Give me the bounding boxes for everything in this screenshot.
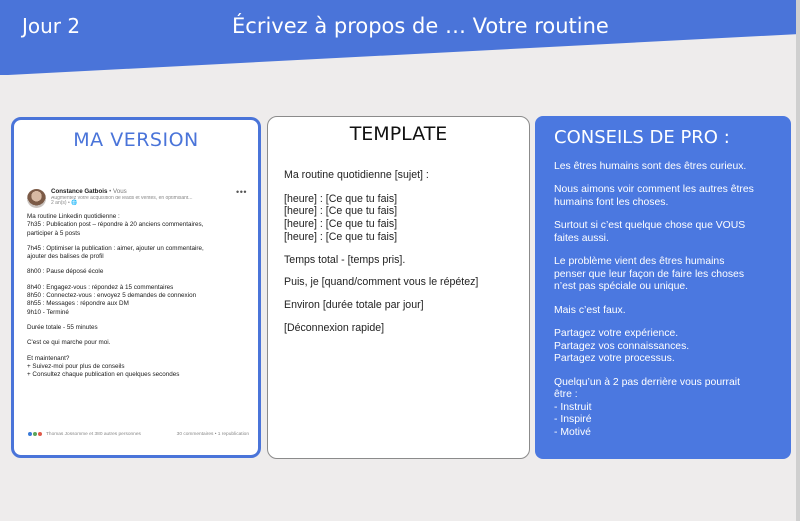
love-reaction-icon (37, 431, 43, 437)
post-line-gap (27, 277, 249, 284)
post-line: 8h50 : Connectez-vous : envoyez 5 demandes de connexion (27, 292, 197, 300)
post-footer (27, 431, 249, 437)
pro-tips-card (535, 116, 791, 459)
pro-tips-body (554, 161, 786, 439)
post-line-gap (27, 261, 249, 268)
post-line: C'est ce qui marche pour moi. (27, 339, 111, 347)
post-line-gap (27, 238, 249, 245)
tip-text: Partagez votre processus. (554, 353, 675, 365)
tip-text: Partagez vos connaissances. (554, 340, 690, 352)
page-title: Écrivez à propos de … Votre routine (232, 14, 609, 38)
post-line: participer à 5 posts (27, 229, 81, 237)
post-line: Durée totale - 55 minutes (27, 323, 98, 331)
post-line: 8h55 : Messages : répondre aux DM (27, 300, 129, 308)
template-step: [heure] : [Ce que tu fais] (284, 218, 398, 231)
tip-text: - Inspiré (554, 414, 592, 426)
template-card (267, 116, 530, 459)
tip-text: Partagez votre expérience. (554, 328, 679, 340)
post-line: + Consultez chaque publication en quelques secondes (27, 371, 180, 379)
post-stats[interactable]: 30 commentaires • 1 republication (176, 431, 249, 437)
template-then: Puis, je [quand/comment vous le répétez] (284, 276, 479, 289)
tip-text: Surtout si c’est quelque chose que VOUS (554, 220, 746, 232)
template-heading: TEMPLATE (349, 123, 448, 145)
post-line: + Suivez-moi pour plus de conseils (27, 362, 125, 370)
template-approx: Environ [durée totale par jour] (284, 298, 424, 311)
post-line: 8h40 : Engagez-vous : répondez à 15 commentaires (27, 283, 174, 291)
author-name[interactable]: Constance Gatbois (51, 188, 108, 195)
scrollbar[interactable] (796, 0, 800, 521)
reactions[interactable] (27, 431, 141, 437)
post-line: Et maintenant? (27, 354, 70, 362)
post-header (27, 189, 249, 208)
tip-text: humains font les choses. (554, 196, 669, 208)
template-step: [heure] : [Ce que tu fais] (284, 230, 398, 243)
author-headline: Augmentez votre acquisition de leads et ventes, en optimisant... (51, 195, 193, 201)
tip-text: - Motivé (554, 426, 591, 438)
post-line: 7h45 : Optimiser la publication : aimer, ajouter un commentaire, (27, 244, 204, 252)
tip-text: Mais c’est faux. (554, 304, 626, 316)
tip-text: faites aussi. (554, 232, 609, 244)
tip-text: Nous aimons voir comment les autres êtres (554, 184, 754, 196)
more-options-icon[interactable]: ••• (236, 187, 247, 197)
template-body (284, 169, 524, 334)
post-body (27, 213, 249, 379)
reactions-text: Thomas Jossomme et 380 autres personnes (46, 431, 141, 437)
post-line: ajouter des balises de profil (27, 253, 104, 261)
tip-text: être : (554, 389, 578, 401)
linkedin-post (27, 189, 249, 379)
author-line (51, 189, 226, 196)
author-tag: • Vous (107, 188, 127, 195)
post-line-gap (27, 348, 249, 355)
globe-icon: 🌐 (71, 200, 78, 207)
post-line: 7h35 : Publication post – répondre à 20 anciens commentaires, (27, 221, 204, 229)
tip-text: - Instruit (554, 401, 592, 413)
post-line-gap (27, 317, 249, 324)
tip-text: Le problème vient des êtres humains (554, 256, 725, 268)
template-logout: [Déconnexion rapide] (284, 321, 385, 334)
tip-text: penser que leur façon de faire les choses (554, 268, 745, 280)
post-line: Ma routine Linkedin quotidienne : (27, 213, 120, 220)
post-time-text: 2 an(s) • (51, 200, 72, 207)
tip-text: Les êtres humains sont des êtres curieux. (554, 161, 747, 172)
my-version-card (11, 117, 261, 458)
tip-text: n’est pas spéciale ou unique. (554, 281, 689, 293)
my-version-heading: MA VERSION (73, 129, 199, 151)
template-step: [heure] : [Ce que tu fais] (284, 205, 398, 218)
post-line: 8h00 : Pause déposé école (27, 268, 104, 276)
post-line: 9h10 - Terminé (27, 308, 69, 316)
post-time (51, 201, 226, 207)
day-label: Jour 2 (22, 14, 81, 38)
header-banner (0, 0, 800, 80)
template-total: Temps total - [temps pris]. (284, 253, 406, 266)
post-meta (51, 189, 226, 207)
avatar[interactable] (27, 189, 46, 208)
template-intro: Ma routine quotidienne [sujet] : (284, 169, 429, 181)
pro-tips-heading: CONSEILS DE PRO : (554, 127, 730, 148)
tip-text: Quelqu’un à 2 pas derrière vous pourrait (554, 376, 740, 388)
post-line-gap (27, 332, 249, 339)
template-step: [heure] : [Ce que tu fais] (284, 192, 398, 205)
